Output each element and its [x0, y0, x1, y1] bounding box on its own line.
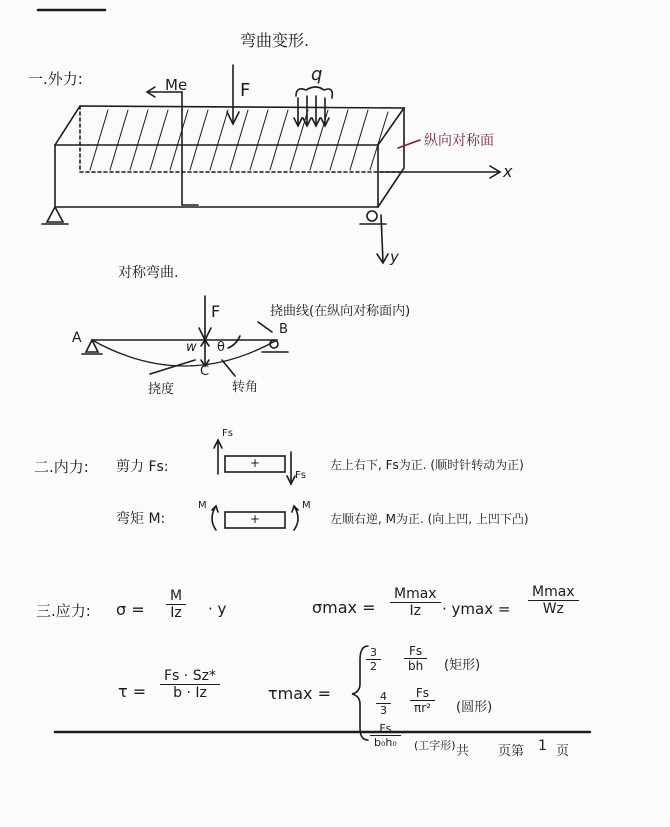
tau-numerator: Fs · Sz*: [164, 668, 216, 684]
shear-rule: 左上右下, Fs为正. (顺时针转动为正): [330, 458, 524, 472]
footer-total: 共: [456, 744, 470, 759]
case2-fraction: [410, 686, 435, 715]
case1-coef-den: 2: [366, 659, 381, 673]
section1-heading: 一.外力:: [28, 70, 83, 88]
sigma-fraction: [166, 588, 186, 621]
case2-coef-den: 3: [376, 703, 391, 717]
case1-coef: [366, 646, 381, 673]
section3-heading: 三.应力:: [36, 602, 91, 620]
section2-heading: 二.内力:: [34, 458, 89, 476]
footer-page-label: 页第: [498, 744, 525, 759]
beam-front-face: [55, 145, 378, 207]
label-q: q: [311, 64, 323, 85]
symmetric-heading: 对称弯曲.: [118, 265, 179, 281]
roller-support-right: [367, 211, 377, 221]
tau-fraction: [160, 668, 220, 701]
label-x: x: [503, 162, 513, 181]
case2-coef-num: 4: [380, 690, 387, 703]
tau-denominator: b · Iz: [160, 684, 220, 701]
beam-hatching: [90, 110, 388, 170]
sigma-max-denominator-2: Wz: [528, 600, 579, 617]
label-C: C: [200, 364, 210, 379]
case1-fraction: [404, 644, 427, 673]
beam-right-face: [378, 108, 404, 207]
moment-rule: 左顺右逆, M为正. (向上凹, 上凹下凸): [330, 512, 529, 526]
rotation-label: 转角: [232, 380, 259, 395]
moment-label: 弯矩 M:: [116, 511, 166, 527]
label-Me: Me: [165, 76, 188, 94]
shear-sign: +: [250, 456, 261, 470]
case2-num: Fs: [415, 686, 430, 700]
sigma-max-numerator-2: Mmax: [532, 584, 575, 600]
label-theta: θ: [217, 340, 225, 355]
shear-label: 剪力 Fs:: [116, 459, 169, 475]
deflection-label: 挠度: [148, 382, 175, 397]
page-title: 弯曲变形.: [240, 31, 310, 50]
sym-label-F: F: [211, 302, 221, 321]
sigma-tail: · y: [208, 600, 227, 618]
label-w: w: [186, 340, 197, 355]
sigma-max-lhs: σmax =: [312, 598, 376, 617]
footer-page-suffix: 页: [556, 744, 570, 759]
sigma-max-fraction-2: [528, 584, 579, 617]
curve-label: 挠曲线(在纵向对称面内): [270, 304, 411, 319]
case2-den: πr²: [410, 700, 435, 715]
tau-max-lhs: τmax =: [268, 684, 331, 703]
case3-shape: (工字形): [414, 739, 456, 752]
footer-page-number: 1: [538, 738, 547, 754]
label-B: B: [279, 322, 288, 337]
fs-top-label: Fs: [222, 428, 233, 439]
m-right-label: M: [302, 500, 311, 511]
fs-bottom-label: Fs: [295, 470, 306, 481]
sigma-denominator: Iz: [166, 604, 186, 621]
m-left-label: M: [198, 500, 207, 511]
sigma-max-denominator: Iz: [390, 602, 441, 619]
label-y: y: [390, 248, 399, 266]
label-F: F: [240, 80, 251, 101]
moment-sign: +: [250, 512, 261, 526]
sigma-numerator: M: [170, 588, 183, 604]
case1-den: bh: [404, 658, 427, 673]
pin-support-left: [47, 207, 63, 222]
sigma-max-fraction: [390, 586, 441, 619]
deflection-curve: [92, 340, 277, 366]
case3-den: b₀h₀: [370, 735, 401, 749]
sigma-max-numerator: Mmax: [394, 586, 437, 602]
label-A: A: [72, 330, 82, 346]
longitudinal-plane-label: 纵向对称面: [424, 133, 494, 149]
case1-shape: (矩形): [444, 658, 481, 673]
sigma-lhs: σ =: [116, 600, 145, 619]
sigma-max-mid: · ymax =: [442, 600, 511, 618]
case2-shape: (圆形): [456, 700, 493, 715]
case3-fraction: [370, 722, 401, 749]
tau-lhs: τ =: [118, 682, 147, 701]
case3-num: Fs: [379, 722, 392, 735]
case1-coef-num: 3: [370, 646, 377, 659]
case1-num: Fs: [409, 644, 423, 658]
case2-coef: [376, 690, 391, 717]
